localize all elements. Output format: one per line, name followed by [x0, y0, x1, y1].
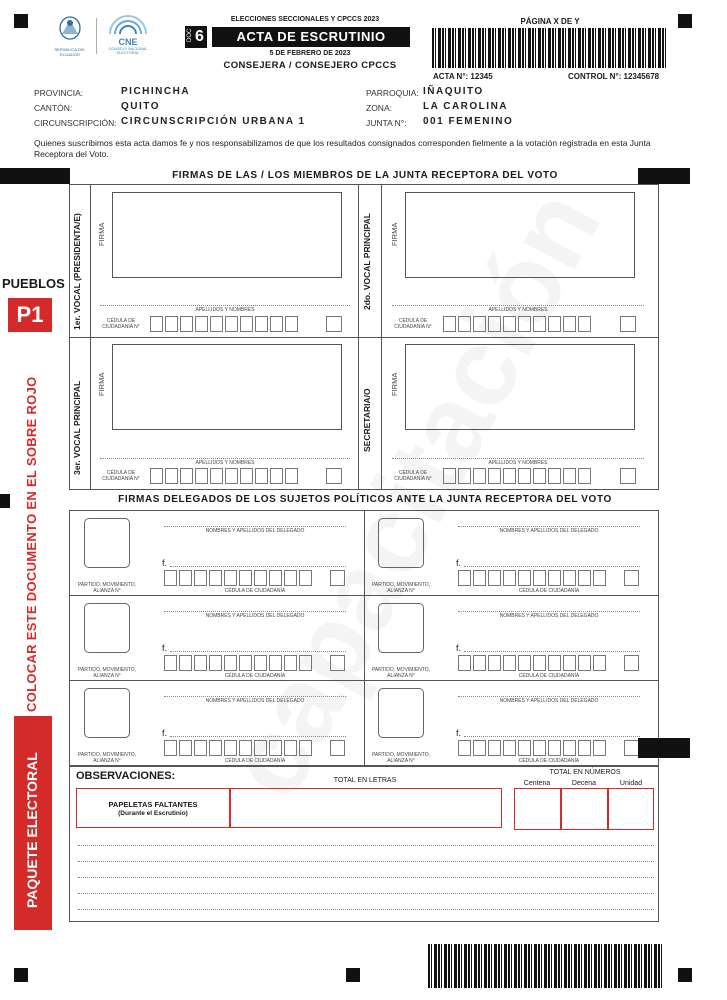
name-line-4	[392, 458, 644, 459]
parroquia-label: PARROQUIA:	[366, 88, 419, 98]
unidad-label: Unidad	[619, 780, 643, 787]
role-label-2: 2do. VOCAL PRINCIPAL	[362, 213, 372, 310]
acta-number: ACTA N°: 12345	[433, 72, 493, 81]
signature-box-4[interactable]	[405, 344, 635, 430]
cedula-label-3: CÉDULA DE CIUDADANÍA N°	[102, 470, 140, 482]
nombres-label-3: NOMBRES Y APELLIDOS DEL DELEGADO	[205, 613, 305, 619]
delegate-check-2[interactable]	[624, 570, 639, 586]
role-col-1	[90, 184, 91, 490]
cedula-cells-2[interactable]	[443, 316, 593, 332]
zona-label: ZONA:	[366, 103, 392, 113]
delegate-check-6[interactable]	[624, 740, 639, 756]
sobre-rojo-instruction: COLOCAR ESTE DOCUMENTO EN EL SOBRE ROJO	[24, 376, 39, 712]
firma-label-2: FIRMA	[390, 222, 399, 246]
delegate-cedula-cells-4[interactable]	[458, 655, 608, 671]
total-numeros-label: TOTAL EN NÚMEROS	[549, 769, 621, 776]
f-label-6: f.	[456, 728, 462, 738]
party-logo-box-4[interactable]	[378, 603, 424, 653]
partido-label-3: PARTIDO, MOVIMIENTO, ALIANZA N°	[77, 667, 137, 679]
cne-logo-subtitle: CONSEJO NACIONAL ELECTORAL	[108, 47, 148, 55]
delegate-cedula-label-6: CÉDULA DE CIUDADANÍA	[518, 758, 580, 764]
delegate-name-line-6	[458, 696, 640, 697]
party-logo-box-5[interactable]	[84, 688, 130, 738]
firma-label-3: FIRMA	[97, 372, 106, 396]
paquete-electoral-label: PAQUETE ELECTORAL	[24, 752, 40, 908]
signature-line-5	[170, 736, 346, 737]
f-label-4: f.	[456, 643, 462, 653]
canton-label: CANTÓN:	[34, 103, 73, 113]
total-letras-input[interactable]	[231, 789, 501, 827]
registration-mark-top-left	[14, 14, 28, 28]
decena-input[interactable]	[562, 789, 607, 829]
centena-label: Centena	[523, 780, 551, 787]
members-bar-left	[0, 168, 70, 184]
registration-mark-bottom-mid	[346, 968, 360, 982]
delegate-name-line-5	[164, 696, 346, 697]
circunscripcion-value: CIRCUNSCRIPCIÓN URBANA 1	[121, 116, 306, 127]
cedula-label-4: CÉDULA DE CIUDADANÍA N°	[394, 470, 432, 482]
control-number: CONTROL N°: 12345678	[568, 72, 660, 81]
acta-title: ACTA DE ESCRUTINIO	[212, 27, 410, 47]
role-label-3: 3er. VOCAL PRINCIPAL	[72, 380, 82, 475]
decena-label: Decena	[571, 780, 597, 787]
partido-label-1: PARTIDO, MOVIMIENTO, ALIANZA N°	[77, 582, 137, 594]
party-logo-box-6[interactable]	[378, 688, 424, 738]
p1-badge: P1	[8, 298, 52, 332]
delegate-cedula-label-1: CÉDULA DE CIUDADANÍA	[224, 588, 286, 594]
election-name: ELECCIONES SECCIONALES Y CPCCS 2023	[230, 16, 380, 23]
role-col-2	[381, 184, 382, 490]
registration-mark-top-right	[678, 14, 692, 28]
observaciones-line-2	[78, 861, 654, 862]
partido-label-6: PARTIDO, MOVIMIENTO, ALIANZA N°	[371, 752, 431, 764]
party-logo-box-1[interactable]	[84, 518, 130, 568]
cedula-check-1[interactable]	[326, 316, 342, 332]
cedula-cells-3[interactable]	[150, 468, 300, 484]
delegates-divider-v	[364, 510, 365, 766]
doc-number: 6	[195, 28, 204, 45]
apellidos-label-2: APELLIDOS Y NOMBRES	[488, 307, 548, 313]
delegate-cedula-cells-1[interactable]	[164, 570, 314, 586]
delegates-title: FIRMAS DELEGADOS DE LOS SUJETOS POLÍTICOS ANTE LA JUNTA RECEPTORA DEL VOTO	[118, 494, 612, 505]
f-label-5: f.	[162, 728, 168, 738]
role-label-4: SECRETARIA/O	[362, 388, 372, 452]
registration-mark-bottom-right	[678, 968, 692, 982]
apellidos-label-1: APELLIDOS Y NOMBRES	[195, 307, 255, 313]
apellidos-label-4: APELLIDOS Y NOMBRES	[488, 460, 548, 466]
delegate-check-3[interactable]	[330, 655, 345, 671]
provincia-value: PICHINCHA	[121, 86, 191, 97]
junta-value: 001 FEMENINO	[423, 116, 514, 127]
election-date: 5 DE FEBRERO DE 2023	[269, 50, 351, 57]
members-title: FIRMAS DE LAS / LOS MIEMBROS DE LA JUNTA RECEPTORA DEL VOTO	[172, 170, 558, 181]
delegate-cedula-cells-2[interactable]	[458, 570, 608, 586]
barcode-top	[432, 28, 666, 68]
observaciones-title: OBSERVACIONES:	[76, 770, 176, 782]
delegate-cedula-cells-3[interactable]	[164, 655, 314, 671]
delegate-name-line-1	[164, 526, 346, 527]
unidad-input[interactable]	[609, 789, 653, 829]
party-logo-box-2[interactable]	[378, 518, 424, 568]
barcode-bottom	[428, 944, 662, 988]
partido-label-4: PARTIDO, MOVIMIENTO, ALIANZA N°	[371, 667, 431, 679]
junta-label: JUNTA N°:	[366, 118, 407, 128]
delegates-bar-left	[0, 494, 10, 508]
delegate-check-1[interactable]	[330, 570, 345, 586]
canton-value: QUITO	[121, 101, 160, 112]
parroquia-value: IÑAQUITO	[423, 86, 484, 97]
nombres-label-4: NOMBRES Y APELLIDOS DEL DELEGADO	[499, 613, 599, 619]
f-label-3: f.	[162, 643, 168, 653]
signature-line-3	[170, 651, 346, 652]
observaciones-line-1	[78, 845, 654, 846]
signature-box-2[interactable]	[405, 192, 635, 278]
cne-logo-text: CNE	[118, 37, 138, 47]
delegate-check-5[interactable]	[330, 740, 345, 756]
party-logo-box-3[interactable]	[84, 603, 130, 653]
nombres-label-5: NOMBRES Y APELLIDOS DEL DELEGADO	[205, 698, 305, 704]
papeletas-faltantes-label: PAPELETAS FALTANTES	[108, 800, 198, 809]
page-number: PÁGINA X DE Y	[520, 17, 580, 26]
delegates-divider-h1	[69, 595, 659, 596]
signature-box-1[interactable]	[112, 192, 342, 278]
delegate-name-line-2	[458, 526, 640, 527]
cedula-check-3[interactable]	[326, 468, 342, 484]
partido-label-2: PARTIDO, MOVIMIENTO, ALIANZA N°	[371, 582, 431, 594]
members-divider-h	[69, 337, 659, 338]
name-line-3	[100, 458, 350, 459]
delegate-cedula-label-5: CÉDULA DE CIUDADANÍA	[224, 758, 286, 764]
delegates-divider-h2	[69, 680, 659, 681]
signature-line-4	[464, 651, 640, 652]
total-letras-label: TOTAL EN LETRAS	[333, 777, 397, 784]
zona-value: LA CAROLINA	[423, 101, 509, 112]
firma-label-4: FIRMA	[390, 372, 399, 396]
role-label-1: 1er. VOCAL (PRESIDENTA/E)	[72, 213, 82, 330]
firma-label-1: FIRMA	[97, 222, 106, 246]
delegate-cedula-label-2: CÉDULA DE CIUDADANÍA	[518, 588, 580, 594]
cedula-label-1: CÉDULA DE CIUDADANÍA N°	[102, 318, 140, 330]
delegate-cedula-label-3: CÉDULA DE CIUDADANÍA	[224, 673, 286, 679]
cedula-label-2: CÉDULA DE CIUDADANÍA N°	[394, 318, 432, 330]
name-line-2	[392, 305, 644, 306]
cedula-check-4[interactable]	[620, 468, 636, 484]
delegates-bar-right	[638, 738, 690, 758]
partido-label-5: PARTIDO, MOVIMIENTO, ALIANZA N°	[77, 752, 137, 764]
observaciones-line-4	[78, 893, 654, 894]
nombres-label-2: NOMBRES Y APELLIDOS DEL DELEGADO	[499, 528, 599, 534]
cedula-cells-1[interactable]	[150, 316, 300, 332]
delegate-cedula-label-4: CÉDULA DE CIUDADANÍA	[518, 673, 580, 679]
dignidad: CONSEJERA / CONSEJERO CPCCS	[223, 60, 397, 71]
apellidos-label-3: APELLIDOS Y NOMBRES	[195, 460, 255, 466]
ecuador-logo-text: REPÚBLICA DEL ECUADOR	[54, 47, 86, 57]
provincia-label: PROVINCIA:	[34, 88, 84, 98]
cedula-cells-4[interactable]	[443, 468, 593, 484]
nombres-label-6: NOMBRES Y APELLIDOS DEL DELEGADO	[499, 698, 599, 704]
delegate-check-4[interactable]	[624, 655, 639, 671]
cedula-check-2[interactable]	[620, 316, 636, 332]
delegate-name-line-4	[458, 611, 640, 612]
signature-line-1	[170, 566, 346, 567]
doc-label-text: DOC	[187, 28, 193, 42]
f-label-2: f.	[456, 558, 462, 568]
delegate-name-line-3	[164, 611, 346, 612]
pueblos-label: PUEBLOS	[2, 276, 65, 291]
durante-escrutinio-label: (Durante el Escrutinio)	[118, 810, 188, 817]
registration-mark-bottom-left	[14, 968, 28, 982]
logo-divider	[96, 18, 97, 54]
nombres-label-1: NOMBRES Y APELLIDOS DEL DELEGADO	[205, 528, 305, 534]
circunscripcion-label: CIRCUNSCRIPCIÓN:	[34, 118, 117, 128]
f-label-1: f.	[162, 558, 168, 568]
signature-line-6	[464, 736, 640, 737]
ecuador-logo	[46, 14, 94, 56]
signature-box-3[interactable]	[112, 344, 342, 430]
doc-label	[185, 26, 207, 48]
centena-input[interactable]	[515, 789, 560, 829]
observaciones-line-5	[78, 909, 654, 910]
observaciones-line-3	[78, 877, 654, 878]
signature-line-2	[464, 566, 640, 567]
cne-logo	[100, 14, 156, 56]
name-line-1	[100, 305, 350, 306]
delegate-cedula-cells-5[interactable]	[164, 740, 314, 756]
statement-text: Quienes suscribimos esta acta damos fe y nos responsabilizamos de que los resultados consignados corresponden fielmente a la votación registrada en esta Junta Receptora del Voto.	[34, 138, 651, 159]
delegate-cedula-cells-6[interactable]	[458, 740, 608, 756]
